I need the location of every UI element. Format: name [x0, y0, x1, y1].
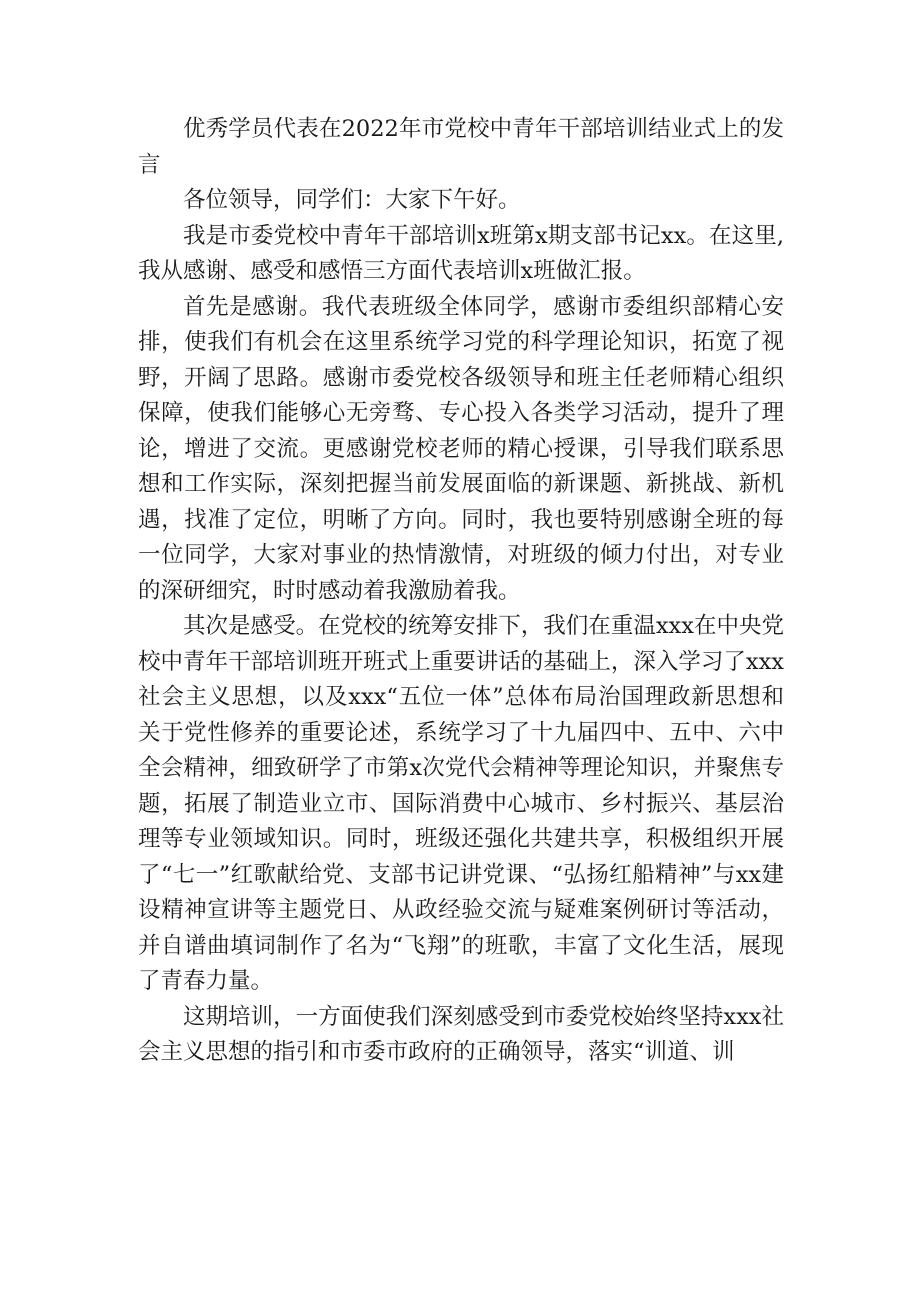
paragraph-training: 这期培训，一方面使我们深刻感受到市委党校始终坚持xxx社会主义思想的指引和市委市政府的正确领导，落实“训道、训: [138, 1003, 784, 1065]
paragraph-thanks: 首先是感谢。我代表班级全体同学，感谢市委组织部精心安排，使我们有机会在这里系统学习党的科学理论知识，拓宽了视野，开阔了思路。感谢市委党校各级领导和班主任老师精心组织保障，使我们能够心无旁骛、专心投入各类学习活动，提升了理论，增进了交流。更感谢党校老师的精心授课，引导我们联系思想和工作实际，深刻把握当前发展面临的新课题、新挑战、新机遇，找准了定位，明晰了方向。同时，我也要特别感谢全班的每一位同学，大家对事业的热情激情，对班级的倾力付出，对专业的深研细究，时时感动着我激励着我。: [138, 293, 784, 604]
paragraph-introduction: 我是市委党校中青年干部培训x班第x期支部书记xx。在这里,我从感谢、感受和感悟三方面代表培训x班做汇报。: [138, 222, 784, 284]
document-title: 优秀学员代表在2022年市党校中青年干部培训结业式上的发言: [138, 116, 784, 178]
paragraph-greeting: 各位领导，同学们：大家下午好。: [183, 187, 521, 213]
paragraph-feelings: 其次是感受。在党校的统筹安排下，我们在重温xxx在中央党校中青年干部培训班开班式上重要讲话的基础上，深入学习了xxx社会主义思想，以及xxx“五位一体”总体布局治国理政新思想和关于党性修养的重要论述，系统学习了十九届四中、五中、六中全会精神，细致研学了市第x次党代会精神等理论知识，并聚焦专题，拓展了制造业立市、国际消费中心城市、乡村振兴、基层治理等专业领域知识。同时，班级还强化共建共享，积极组织开展了“七一”红歌献给党、支部书记讲党课、“弘扬红船精神”与xx建设精神宣讲等主题党日、从政经验交流与疑难案例研讨等活动，并自谱曲填词制作了名为“飞翔”的班歌，丰富了文化生活，展现了青春力量。: [138, 613, 784, 994]
